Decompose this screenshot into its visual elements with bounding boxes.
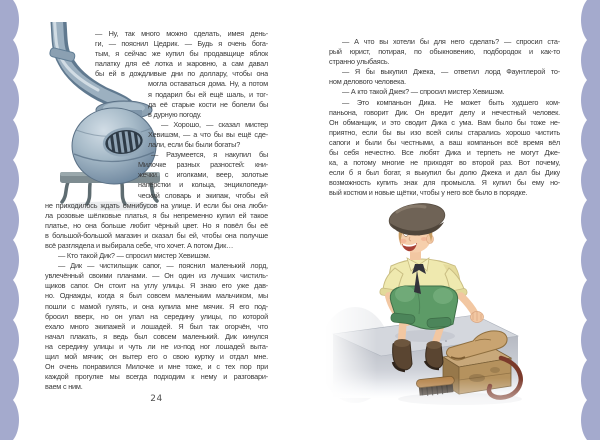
text-line: — Кто такой Дик? — спросил мистер Хевишэм. [58, 251, 211, 261]
text-line: паньона, говорит Дик. Он вредит делу и нечестный человек. [329, 107, 560, 117]
text-line: жечки с иголками, веер, золотые [138, 170, 268, 180]
text-line: на середину улицы и чуть ли не из-под ног лошадей выта- [45, 341, 268, 351]
text-line: вый костюм и новые щётки, чтобы у него всё было в порядке. [329, 188, 528, 198]
text-line: не приходилось ждать омнибусов на улице. И если бы она люби- [45, 200, 268, 210]
text-line: — Это компаньон Дика. Не может быть худшего ком- [342, 97, 560, 107]
text-line: в большой-большой магазин и сказал бы ей, чтобы она получше [45, 230, 268, 240]
text-line: начал плакать, я ведь был совсем маленький. Дик кинулся [45, 331, 268, 341]
text-line: ваем с ним. [45, 382, 83, 392]
text-line: — А что вы хотели бы для него сделать? — спросил ста- [342, 37, 560, 46]
page-number: 24 [150, 394, 163, 404]
text-line: палатку для её лотка и жаровню, а сам давал [95, 59, 268, 69]
text-line: Он обманщик, и это сводит Дика с ума. Вам было бы тоже не- [329, 117, 560, 127]
shoeshine-boy-illustration [325, 190, 575, 425]
text-line: если б я был богат, я выкупил бы долю Джека и дал бы Дику [329, 168, 560, 178]
text-line: каждой прогулке мы всегда подходим к нему и разговари- [45, 372, 268, 382]
text-line: приятно, если бы вы изо всей силы старались хорошо чистить [329, 127, 560, 137]
text-line: Милочке разных разностей: кни- [138, 160, 268, 170]
right-wavy-border [574, 0, 600, 440]
text-line: лали, если бы были богаты? [148, 140, 241, 150]
text-line: щил мой мячик; он вытер его о свою куртку и отдал мне. [45, 352, 268, 361]
text-line: — Хорошо, — сказал мистер [161, 119, 268, 129]
text-line: напёрстки и кольца, энциклопеди- [138, 180, 268, 190]
text-line: я подарил бы ей ещё шаль, и тог- [148, 89, 268, 99]
text-line: — Разумеется, я накупил бы [151, 150, 268, 160]
left-page-text [45, 29, 268, 392]
text-line: ла розовые шёлковые платья, я бы непременно купил ей такое [45, 210, 268, 220]
text-line: сапоги и были бы честными, а ваш компаньон всё время вёл [329, 137, 560, 147]
text-line: тым, я сейчас же купил бы продавщице яблок [95, 49, 268, 59]
text-line: странно улыбаясь. [329, 57, 390, 67]
text-line: да её старые кости не болели бы [148, 99, 268, 109]
text-line: ческий словарь и экипаж, чтобы ей [138, 190, 268, 200]
text-line: Хевишэм, — а что бы вы ещё сде- [148, 129, 268, 139]
text-line: возможность купить знак для промысла. Я купил бы ему но- [329, 178, 560, 188]
text-line: ехало много экипажей и лошадей. Я был так огорчён, что [45, 321, 268, 331]
text-line: могла оставаться дома. Ну, а потом [148, 79, 268, 89]
text-line: платье, но она больше любит чёрный цвет. Но я повёл бы её [45, 220, 268, 230]
left-wavy-border [0, 0, 26, 440]
text-line: Он очень понравился Милочке и мне тоже, и с тех пор при [45, 362, 268, 372]
text-line: ном делового человека. [329, 77, 406, 87]
text-line: — Дик — чистильщик сапог, — пояснил маленький лорд, [58, 261, 268, 271]
text-line: — Ну, так много можно сделать, имея день- [95, 29, 268, 38]
text-line: ги, — пояснил Цедрик. — Будь я очень бога- [95, 39, 268, 49]
text-line: бы ей в дождливые дни по доллару, чтобы она [95, 69, 268, 79]
text-line: — А кто такой Джек? — спросил мистер Хевишэм. [342, 87, 505, 97]
text-line: увлечённый своими планами. — Он один из лучших чистиль- [45, 271, 268, 281]
text-line: бы себя нечестно. Все любят Дика и терпеть не могут Дже- [329, 148, 560, 158]
text-line: щиков сапог. Он стоит на углу улицы. Я знаю его уже дав- [45, 281, 268, 291]
text-line: ка, а потому многие не приходят во второй раз. Вот почему, [329, 158, 560, 168]
text-line: — Я бы выкупил Джека, — ответил лорд Фаунтлерой то- [342, 67, 560, 77]
right-page-text [329, 37, 560, 199]
text-line: пошли с мамой гулять, и она купила мне мячик. Я его под- [45, 301, 268, 311]
text-line: но. Однажды, когда я был совсем маленьким мальчиком, мы [45, 291, 268, 301]
text-line: всё разглядела и выбирала себе, что хочет. А потом Дик… [45, 240, 234, 250]
text-line: рый юрист, потирая, по обыкновению, подбородок и как-то [329, 47, 560, 57]
text-line: бросил вверх, но он упал на середину улицы, по которой [45, 311, 268, 321]
text-line: в дурную погоду. [148, 109, 202, 119]
